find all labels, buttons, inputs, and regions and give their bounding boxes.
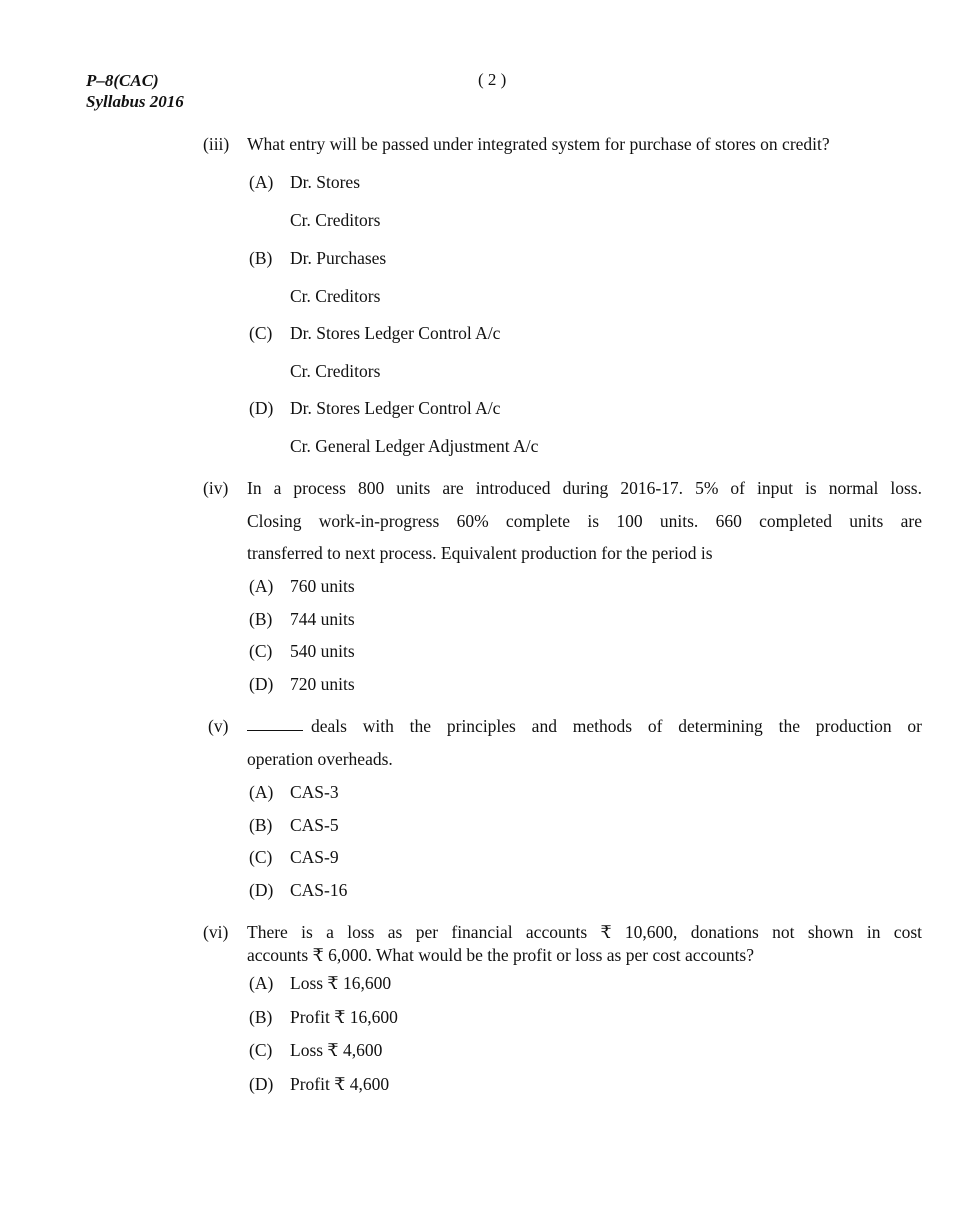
option-text: Dr. Stores Ledger Control A/c bbox=[290, 398, 501, 418]
option-label: (B) bbox=[249, 609, 273, 629]
option-text: Loss ₹ 16,600 bbox=[290, 973, 392, 993]
paper-code: P–8(CAC) bbox=[86, 71, 159, 90]
page-number: ( 2 ) bbox=[478, 70, 507, 89]
option-text: Dr. Stores Ledger Control A/c bbox=[290, 323, 501, 343]
option-text: Profit ₹ 16,600 bbox=[290, 1007, 398, 1027]
option-label: (C) bbox=[249, 847, 273, 867]
question-number: (iii) bbox=[203, 134, 230, 154]
question-text-line2: Closing work-in-progress 60% complete is 100 units. 660 completed units are bbox=[247, 511, 922, 531]
fill-in-blank bbox=[247, 716, 303, 731]
option-label: (C) bbox=[249, 1040, 273, 1060]
option-text: 760 units bbox=[290, 576, 355, 596]
option-label: (C) bbox=[249, 641, 273, 661]
option-text: CAS-16 bbox=[290, 880, 348, 900]
option-text: CAS-9 bbox=[290, 847, 339, 867]
option-text: CAS-3 bbox=[290, 782, 339, 802]
question-text-line1: There is a loss as per financial accounts ₹ 10,600, donations not shown in cost bbox=[247, 922, 922, 942]
question-text-line2: accounts ₹ 6,000. What would be the profit or loss as per cost accounts? bbox=[247, 945, 755, 965]
question-text-line1 bbox=[247, 716, 922, 737]
question-number: (iv) bbox=[203, 478, 229, 498]
option-label: (D) bbox=[249, 1074, 274, 1094]
question-number: (v) bbox=[208, 716, 229, 736]
option-text: 744 units bbox=[290, 609, 355, 629]
syllabus-label: Syllabus 2016 bbox=[86, 92, 184, 111]
question-text-line3: transferred to next process. Equivalent production for the period is bbox=[247, 543, 713, 563]
option-label: (B) bbox=[249, 1007, 273, 1027]
option-text: Cr. Creditors bbox=[290, 286, 381, 306]
option-label: (D) bbox=[249, 674, 274, 694]
option-label: (A) bbox=[249, 973, 274, 993]
option-label: (C) bbox=[249, 323, 273, 343]
option-label: (A) bbox=[249, 576, 274, 596]
option-text: Dr. Stores bbox=[290, 172, 360, 192]
question-text: What entry will be passed under integrated system for purchase of stores on credit? bbox=[247, 134, 830, 154]
option-label: (A) bbox=[249, 782, 274, 802]
option-text: 540 units bbox=[290, 641, 355, 661]
option-text: Loss ₹ 4,600 bbox=[290, 1040, 383, 1060]
question-text: deals with the principles and methods of determining the production or bbox=[311, 716, 922, 736]
question-text-line2: operation overheads. bbox=[247, 749, 393, 769]
paper-header bbox=[86, 70, 184, 112]
question-text-line1: In a process 800 units are introduced during 2016-17. 5% of input is normal loss. bbox=[247, 478, 922, 498]
option-text: Profit ₹ 4,600 bbox=[290, 1074, 390, 1094]
option-label: (D) bbox=[249, 880, 274, 900]
option-text: Cr. Creditors bbox=[290, 361, 381, 381]
option-text: Dr. Purchases bbox=[290, 248, 387, 268]
option-text: 720 units bbox=[290, 674, 355, 694]
option-label: (B) bbox=[249, 248, 273, 268]
option-text: Cr. Creditors bbox=[290, 210, 381, 230]
option-label: (D) bbox=[249, 398, 274, 418]
question-number: (vi) bbox=[203, 922, 229, 942]
option-label: (B) bbox=[249, 815, 273, 835]
option-label: (A) bbox=[249, 172, 274, 192]
option-text: Cr. General Ledger Adjustment A/c bbox=[290, 436, 539, 456]
option-text: CAS-5 bbox=[290, 815, 339, 835]
